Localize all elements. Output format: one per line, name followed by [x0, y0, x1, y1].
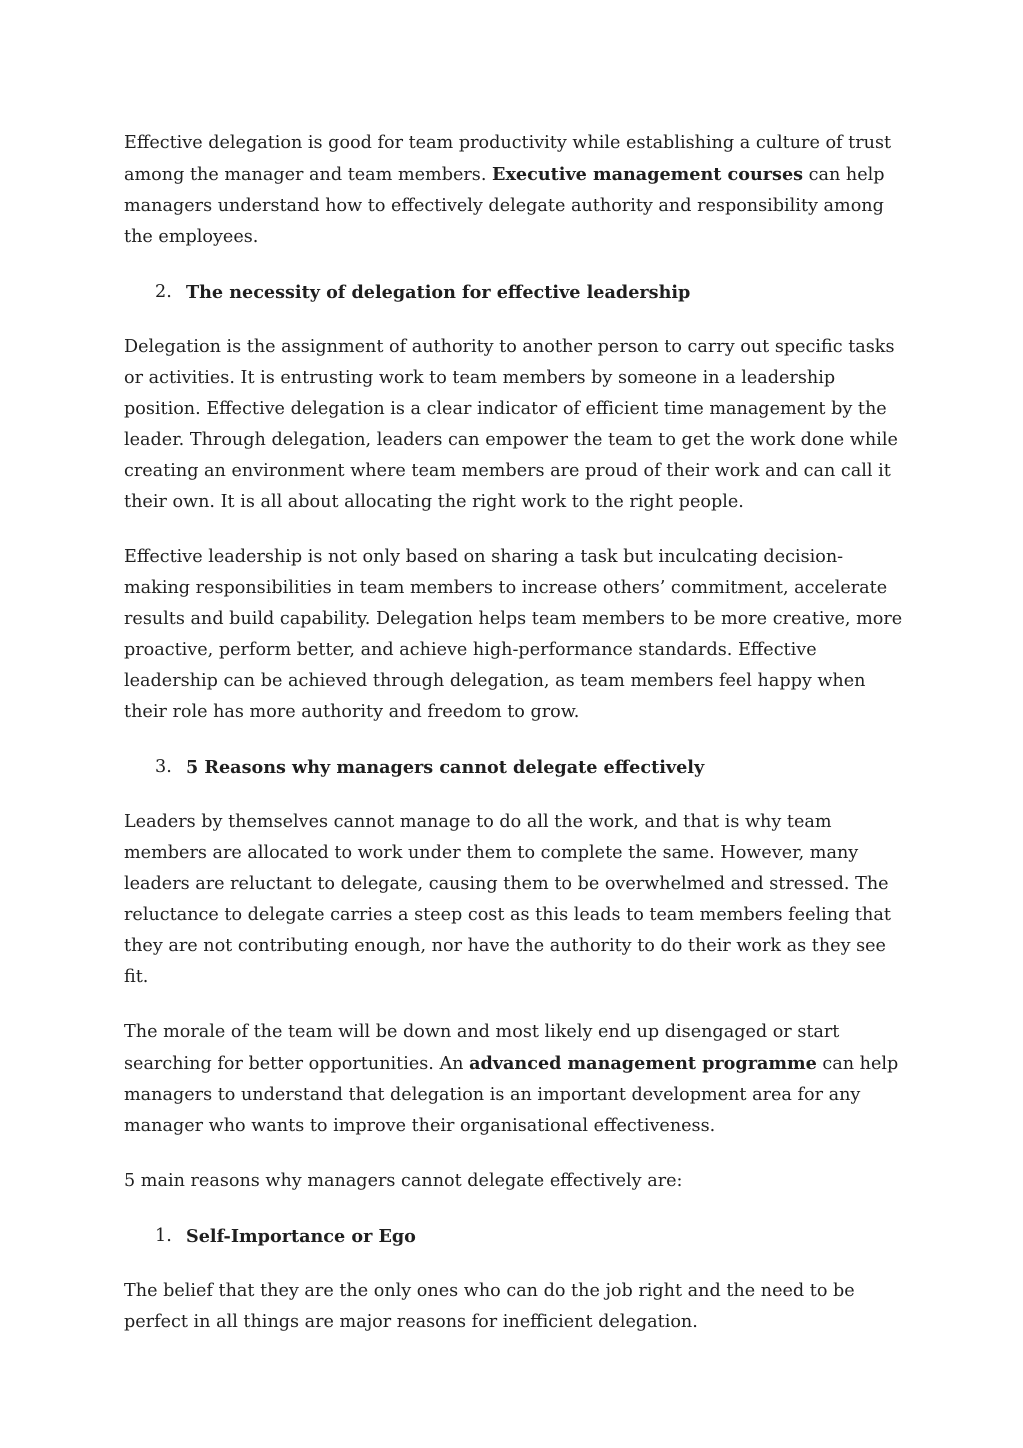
paragraph-text: can help managers to understand that delegation is an important development area for any manager who wants to improve their organisational effectiveness.: [124, 1054, 899, 1136]
link-executive-management-courses: Executive management courses: [492, 164, 804, 185]
paragraph-team-morale: [124, 1017, 904, 1142]
paragraph-self-importance: The belief that they are the only ones who can do the job right and the need to be perfect in all things are major reasons for inefficient delegation.: [124, 1281, 855, 1332]
paragraph-reasons-intro: 5 main reasons why managers cannot delegate effectively are:: [124, 1171, 683, 1191]
list-number: 1.: [155, 1226, 172, 1246]
paragraph-effective-leadership: Effective leadership is not only based on sharing a task but inculcating decision-making responsibilities in team members to increase others’ commitment, accelerate results and build capability. Delegation helps team members to be more creative, more proactive, perform better, and achieve high-performance standards. Effective leadership can be achieved through delegation, as team members feel happy when their role has more authority and freedom to grow.: [124, 547, 903, 722]
section-heading-necessity: [124, 277, 904, 308]
paragraph-text: Effective delegation is good for team productivity while establishing a culture of trust among the manager and team members.: [124, 133, 892, 185]
paragraph-delegation-definition: Delegation is the assignment of authority to another person to carry out specific tasks or activities. It is entrusting work to team members by someone in a leadership position. Effective delegation is a clear indicator of efficient time management by the leader. Through delegation, leaders can empower the team to get the work done while creating an environment where team members are proud of their work and can call it their own. It is all about allocating the right work to the right people.: [124, 337, 898, 512]
list-number: 2.: [155, 282, 172, 302]
paragraph-leaders-reluctance: Leaders by themselves cannot manage to do all the work, and that is why team members are allocated to work under them to complete the same. However, many leaders are reluctant to delegate, causing them to be overwhelmed and stressed. The reluctance to delegate carries a steep cost as this leads to team members feeling that they are not contributing enough, nor have the authority to do their work as they see fit.: [124, 812, 891, 987]
paragraph-text: can help managers understand how to effectively delegate authority and responsibility among the employees.: [124, 165, 885, 247]
heading-text: Self-Importance or Ego: [186, 1226, 416, 1247]
list-number: 3.: [155, 757, 172, 777]
paragraph-delegation-trust: [124, 128, 904, 253]
heading-text: 5 Reasons why managers cannot delegate effectively: [186, 757, 705, 778]
heading-text: The necessity of delegation for effective leadership: [186, 282, 691, 303]
document-page: [124, 128, 904, 1362]
list-heading-self-importance: [124, 1221, 904, 1252]
paragraph-text: The morale of the team will be down and most likely end up disengaged or start searching for better opportunities. An: [124, 1022, 840, 1074]
link-advanced-management-programme: advanced management programme: [469, 1053, 817, 1074]
section-heading-reasons: [124, 752, 904, 783]
